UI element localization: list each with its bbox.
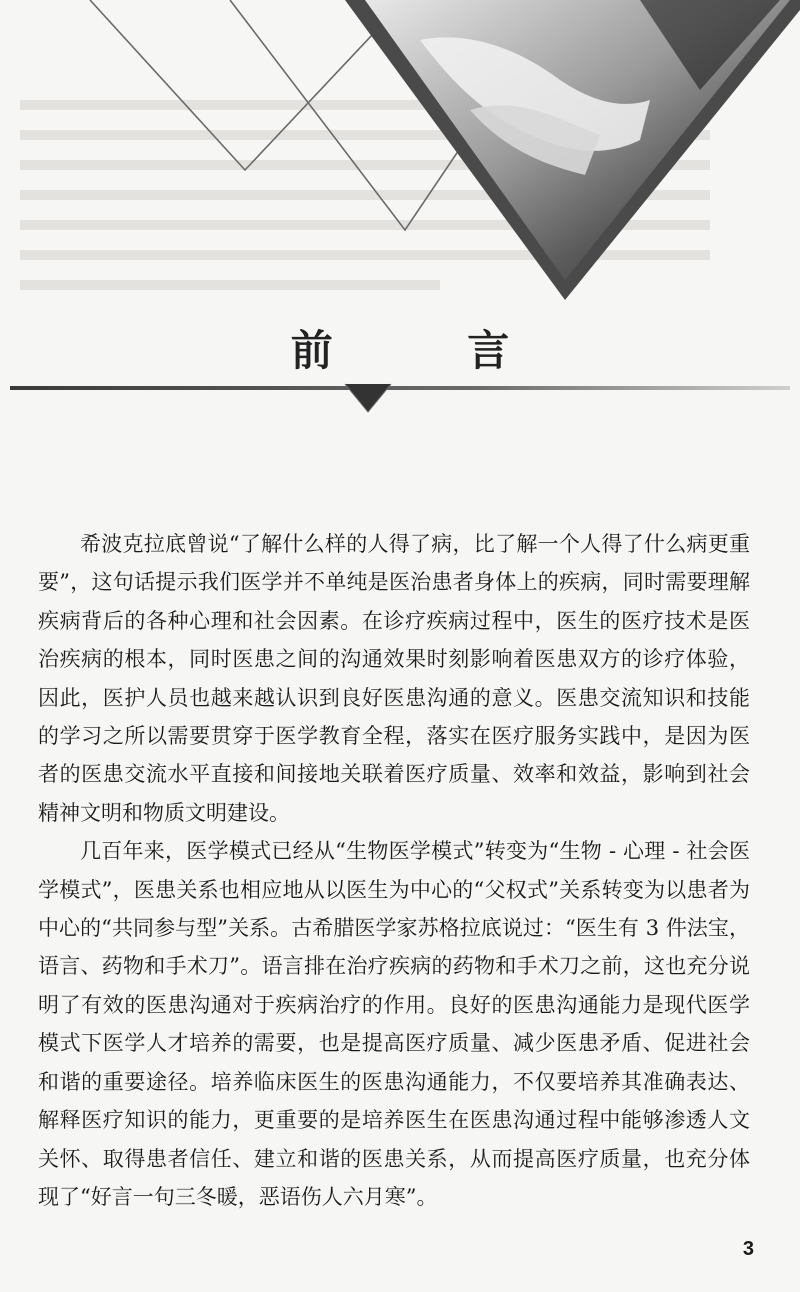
header-decoration (0, 0, 800, 320)
paragraph-2: 几百年来，医学模式已经从“生物医学模式”转变为“生物 - 心理 - 社会医学模式”，医患关系也相应地从以医生为中心的“父权式”关系转变为以患者为中心的“共同参与型”关系。古希腊医学家苏格拉底说过：“医生有 3 件法宝，语言、药物和手术刀”。语言排在治疗疾病的药物和手术刀之前，这也充分说明了有效的医患沟通对于疾病治疗的作用。良好的医患沟通能力是现代医学模式下医学人才培养的需要，也是提高医疗质量、减少医患矛盾、促进社会和谐的重要途径。培养临床医生的医患沟通能力，不仅要培养其准确表达、解释医疗知识的能力，更重要的是培养医生在医患沟通过程中能够渗透人文关怀、取得患者信任、建立和谐的医患关系，从而提高医疗质量，也充分体现了“好言一句三冬暖，恶语伤人六月寒”。 (38, 839, 750, 1209)
preface-body (38, 525, 750, 1216)
triangle-marker-icon (345, 384, 391, 412)
title-divider (0, 372, 800, 432)
page-number: 3 (742, 1238, 754, 1260)
page-title: 前 言 (290, 326, 570, 375)
paragraph-1: 希波克拉底曾说“了解什么样的人得了病，比了解一个人得了什么病更重要”，这句话提示我们医学并不单纯是医治患者身体上的疾病，同时需要理解疾病背后的各种心理和社会因素。在诊疗疾病过程中，医生的医疗技术是医治疾病的根本，同时医患之间的沟通效果时刻影响着医患双方的诊疗体验，因此，医护人员也越来越认识到良好医患沟通的意义。医患交流知识和技能的学习之所以需要贯穿于医学教育全程，落实在医疗服务实践中，是因为医者的医患交流水平直接和间接地关联着医疗质量、效率和效益，影响到社会精神文明和物质文明建设。 (38, 532, 750, 825)
